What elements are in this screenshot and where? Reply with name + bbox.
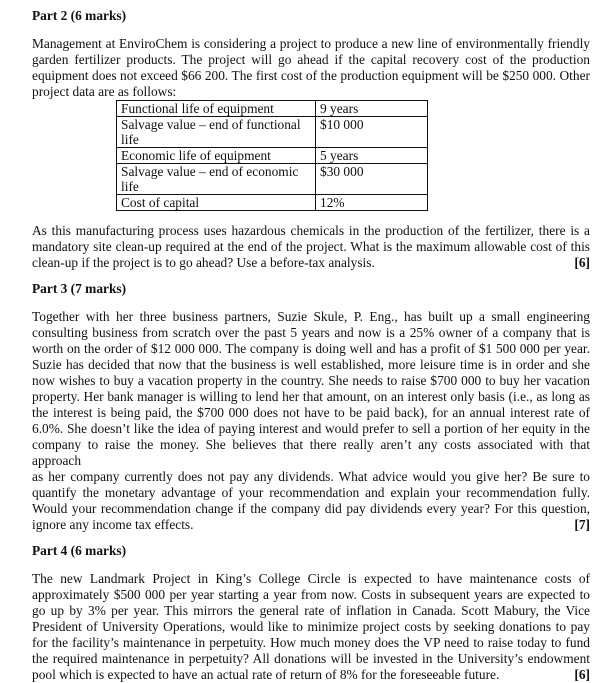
text-line: go up by 3% per year. This mirrors the general rate of inflation in Canada. Scott Mabury, the Vice bbox=[32, 603, 590, 618]
text-line: Suzie has decided that now that the business is well established, more leisure time is in order and she bbox=[32, 357, 590, 372]
table-row bbox=[117, 117, 428, 148]
text-line: Would your recommendation change if the company did pay dividends every year? For this question, bbox=[32, 501, 590, 516]
text-line: consulting business from scratch over the past 5 years and now is a 25% owner of a company that is bbox=[32, 325, 590, 340]
table-row bbox=[117, 195, 428, 211]
table-row bbox=[117, 164, 428, 195]
table-cell: Salvage value – end of functional life bbox=[117, 117, 316, 148]
text-line: garden fertilizer products. The project will go ahead if the capital recovery cost of the production bbox=[32, 52, 590, 67]
table-cell: $10 000 bbox=[316, 117, 428, 148]
part2-intro bbox=[32, 36, 590, 100]
text-line: Management at EnviroChem is considering a project to produce a new line of environmentally friendly bbox=[32, 36, 590, 51]
table-cell: Functional life of equipment bbox=[117, 101, 316, 117]
text: ignore any income tax effects. bbox=[32, 517, 194, 532]
part2-heading: Part 2 (6 marks) bbox=[32, 8, 127, 23]
table-cell: 5 years bbox=[316, 148, 428, 164]
text-line: company to raise the money. She believes that there really aren’t any costs associated with that approach bbox=[32, 437, 590, 468]
text: project data are as follows: bbox=[32, 84, 177, 99]
table-cell: Salvage value – end of economic life bbox=[117, 164, 316, 195]
text: pool which is expected to have an actual rate of return of 8% for the foreseeable future. bbox=[32, 667, 500, 682]
text-line: worth on the order of $12 000 000. The company is doing well and has a profit of $1 500 000 per year. bbox=[32, 341, 590, 356]
text-line: President of University Operations, would like to minimize project costs by seeking donations to pay bbox=[32, 619, 590, 634]
table-cell: 12% bbox=[316, 195, 428, 211]
text-line: 6.0%. She doesn’t like the idea of paying interest and would prefer to sell a portion of her equity in the bbox=[32, 421, 590, 436]
table-cell: Cost of capital bbox=[117, 195, 316, 211]
marks-label: [7] bbox=[574, 517, 590, 532]
text-line: mandatory site clean-up required at the end of the project. What is the maximum allowable cost of this bbox=[32, 239, 590, 254]
text-line: for the facility’s maintenance in perpetuity. How much money does the VP need to raise today to fund bbox=[32, 635, 590, 650]
table-cell: $30 000 bbox=[316, 164, 428, 195]
text-line bbox=[32, 667, 590, 683]
text-line: approximately $500 000 per year starting a year from now. Costs in subsequent years are expected to bbox=[32, 587, 590, 602]
part3-body bbox=[32, 309, 590, 533]
text-line bbox=[32, 255, 590, 271]
project-data-table bbox=[116, 100, 428, 211]
text-line: quantify the monetary advantage of your recommendation and explain your recommendation fully. bbox=[32, 485, 590, 500]
text-line: as her company currently does not pay any dividends. What advice would you give her? Be sure to bbox=[32, 469, 590, 484]
text-line: now wishes to buy a vacation property in the country. She needs to raise $700 000 to buy her vacation bbox=[32, 373, 590, 388]
text-line: the required maintenance in perpetuity? All donations will be invested in the University’s endowment bbox=[32, 651, 590, 666]
table-row bbox=[117, 148, 428, 164]
text-line bbox=[32, 517, 590, 533]
text-line: the interest is being paid, the $700 000 does not have to be paid back), for an annual interest rate of bbox=[32, 405, 590, 420]
text-line: The new Landmark Project in King’s College Circle is expected to have maintenance costs of bbox=[32, 571, 590, 586]
marks-label: [6] bbox=[574, 667, 590, 682]
part4-body bbox=[32, 571, 590, 683]
table-cell: 9 years bbox=[316, 101, 428, 117]
text-line: As this manufacturing process uses hazardous chemicals in the production of the fertilizer, there is a bbox=[32, 223, 590, 238]
marks-label: [6] bbox=[574, 255, 590, 270]
text-line bbox=[32, 84, 590, 100]
table-cell: Economic life of equipment bbox=[117, 148, 316, 164]
text: clean-up if the project is to go ahead? Use a before-tax analysis. bbox=[32, 255, 375, 270]
text-line: property. Her bank manager is willing to lend her that amount, on an interest only basis (i.e., as long as bbox=[32, 389, 590, 404]
part2-question bbox=[32, 223, 590, 271]
table-row bbox=[117, 101, 428, 117]
table-wrapper bbox=[116, 100, 590, 211]
text-line: equipment does not exceed $66 200. The first cost of the production equipment will be $250 000. Other bbox=[32, 68, 590, 83]
part4-heading: Part 4 (6 marks) bbox=[32, 543, 127, 558]
text-line: Together with her three business partners, Suzie Skule, P. Eng., has built up a small engineering bbox=[32, 309, 590, 324]
part3-heading: Part 3 (7 marks) bbox=[32, 281, 127, 296]
